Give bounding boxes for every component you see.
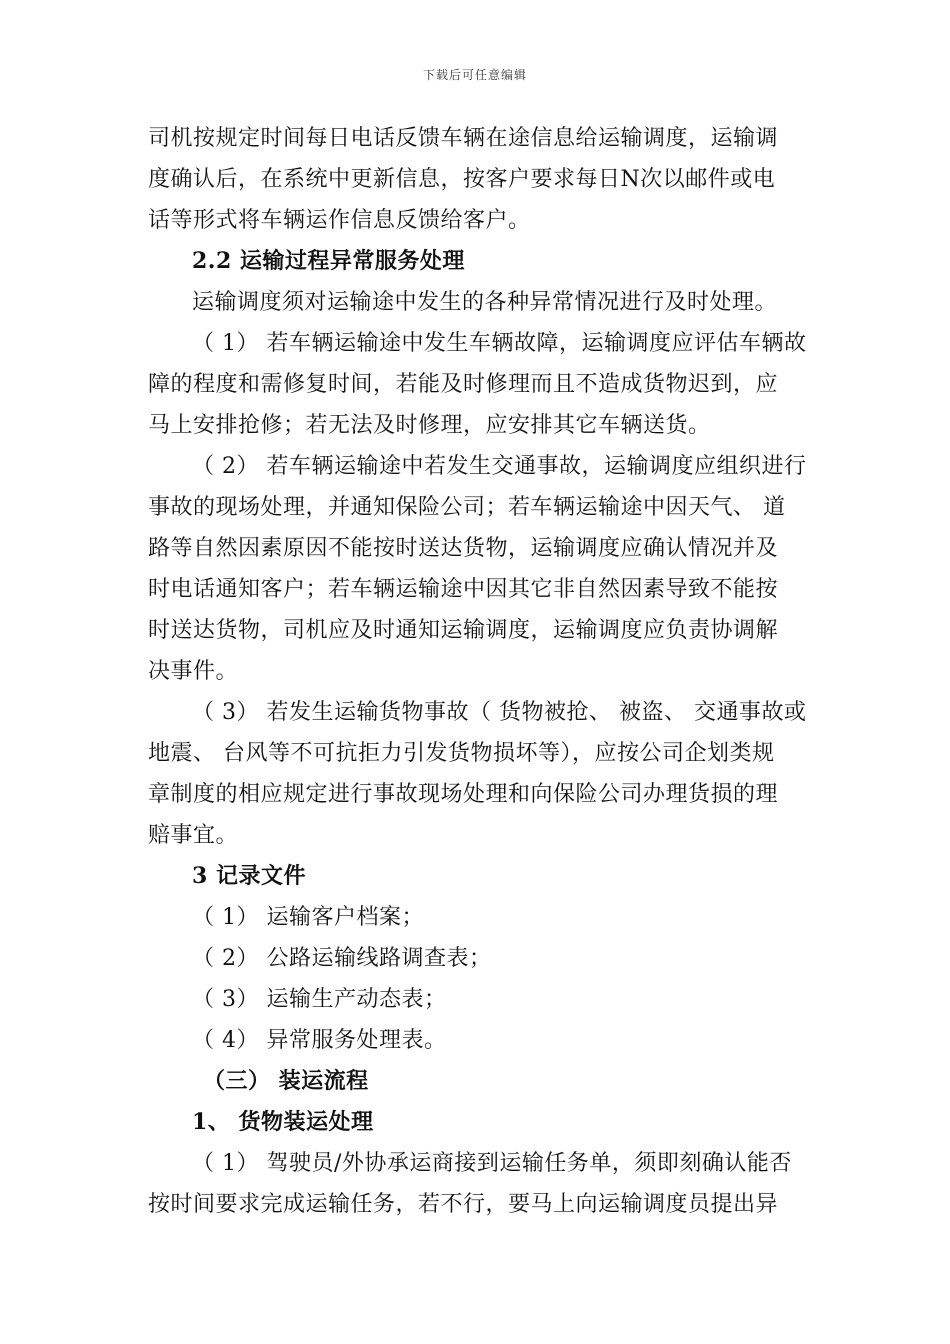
text-line: 按时间要求完成运输任务，若不行，要马上向运输调度员提出异	[148, 1192, 779, 1217]
text-line: 度确认后，在系统中更新信息，按客户要求每日N次以邮件或电	[148, 167, 776, 192]
heading-text: 1、 货物装运处理	[192, 1109, 374, 1135]
paragraph-item-1	[148, 323, 808, 446]
text-line: 路等自然因素原因不能按时送达货物，运输调度应确认情况并及	[148, 536, 779, 561]
text-line: （ 3） 若发生运输货物事故（ 货物被抢、 被盗、 交通事故或	[192, 700, 807, 725]
record-list-item	[148, 979, 808, 1020]
text-line: 赔事宜。	[148, 823, 239, 848]
text-line: 障的程度和需修复时间，若能及时修理而且不造成货物迟到，应	[148, 372, 779, 397]
paragraph-exception-intro	[148, 282, 808, 323]
text-line: 运输调度须对运输途中发生的各种异常情况进行及时处理。	[192, 290, 778, 315]
text-line: 地震、 台风等不可抗拒力引发货物损坏等），应按公司企划类规	[148, 741, 775, 766]
paragraph-item-2	[148, 446, 808, 692]
record-list-item	[148, 897, 808, 938]
section-heading-loading-process	[148, 1061, 808, 1102]
page-header: 下载后可任意编辑	[422, 68, 527, 82]
text-line: （ 2） 公路运输线路调查表；	[192, 946, 492, 971]
document-body	[148, 118, 808, 1225]
paragraph-intro	[148, 118, 808, 241]
record-list-item	[148, 938, 808, 979]
heading-text: （三） 装运流程	[203, 1068, 369, 1094]
section-heading-3	[148, 856, 808, 897]
paragraph-item-3	[148, 692, 808, 856]
text-line: （ 1） 驾驶员/外协承运商接到运输任务单，须即刻确认能否	[192, 1151, 792, 1176]
text-line: 司机按规定时间每日电话反馈车辆在途信息给运输调度，运输调	[148, 126, 779, 151]
heading-text: 2.2 运输过程异常服务处理	[192, 248, 465, 274]
heading-text: 3 记录文件	[192, 863, 306, 889]
record-list-item	[148, 1020, 808, 1061]
text-line: （ 1） 运输客户档案；	[192, 905, 424, 930]
text-line: （ 4） 异常服务处理表。	[192, 1028, 447, 1053]
section-heading-2-2	[148, 241, 808, 282]
text-line: （ 1） 若车辆运输途中发生车辆故障，运输调度应评估车辆故	[192, 331, 807, 356]
paragraph-driver-task	[148, 1143, 808, 1225]
text-line: 时送达货物，司机应及时通知运输调度，运输调度应负责协调解	[148, 618, 779, 643]
text-line: （ 2） 若车辆运输途中若发生交通事故，运输调度应组织进行	[192, 454, 807, 479]
text-line: 事故的现场处理，并通知保险公司；若车辆运输途中因天气、 道	[148, 495, 786, 520]
text-line: 时电话通知客户；若车辆运输途中因其它非自然因素导致不能按	[148, 577, 779, 602]
text-line: 马上安排抢修；若无法及时修理，应安排其它车辆送货。	[148, 413, 711, 438]
text-line: 决事件。	[148, 659, 239, 684]
text-line: 话等形式将车辆运作信息反馈给客户。	[148, 208, 531, 233]
text-line: 章制度的相应规定进行事故现场处理和向保险公司办理货损的理	[148, 782, 779, 807]
text-line: （ 3） 运输生产动态表；	[192, 987, 447, 1012]
section-heading-cargo-loading	[148, 1102, 808, 1143]
